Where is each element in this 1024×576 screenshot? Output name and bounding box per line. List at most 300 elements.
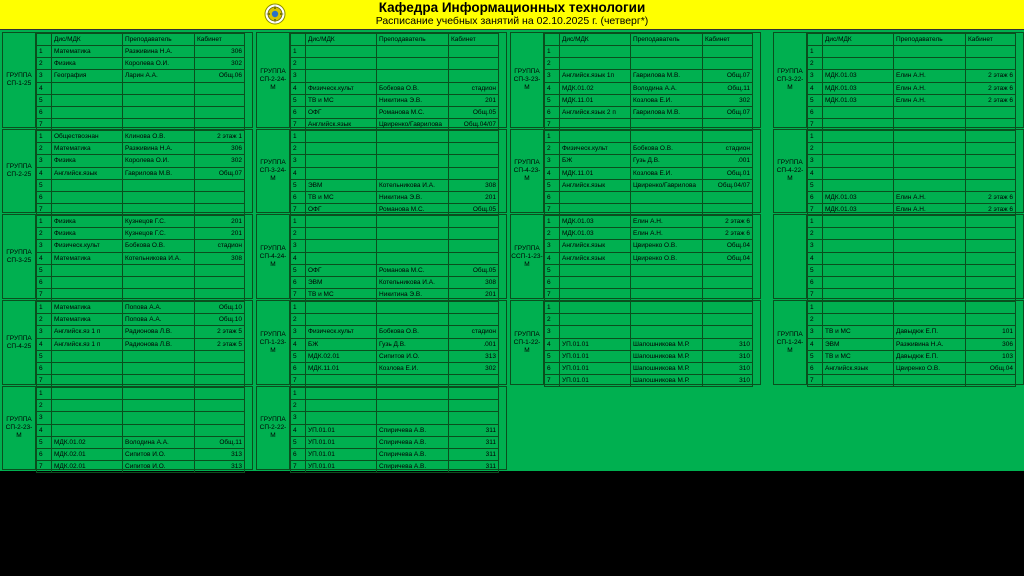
room-cell xyxy=(966,252,1016,264)
subject-cell xyxy=(306,400,377,412)
lesson-number: 1 xyxy=(291,388,306,400)
lesson-number: 6 xyxy=(291,191,306,203)
subject-cell: ЭВМ xyxy=(306,276,377,288)
lesson-number: 3 xyxy=(808,70,823,82)
room-cell: 302 xyxy=(195,58,245,70)
lesson-number: 5 xyxy=(808,264,823,276)
teacher-cell xyxy=(123,191,195,203)
teacher-cell: Елин А.Н. xyxy=(631,228,703,240)
teacher-cell: Разживина Н.А. xyxy=(894,338,966,350)
table-row xyxy=(291,375,499,387)
room-cell: 308 xyxy=(449,179,499,191)
schedule-table xyxy=(290,130,499,216)
teacher-cell: Шапошникова М.Р. xyxy=(631,375,703,387)
table-row xyxy=(808,70,1016,82)
schedule-table xyxy=(36,387,245,473)
table-row xyxy=(37,314,245,326)
teacher-cell xyxy=(123,350,195,362)
teacher-cell: Елин А.Н. xyxy=(894,191,966,203)
room-cell: 310 xyxy=(703,362,753,374)
teacher-cell xyxy=(377,46,449,58)
room-cell: 2 этаж 6 xyxy=(966,82,1016,94)
header-cell: Преподаватель xyxy=(123,34,195,46)
lesson-number: 6 xyxy=(808,362,823,374)
teacher-cell xyxy=(377,143,449,155)
lesson-number: 6 xyxy=(291,106,306,118)
lesson-number: 4 xyxy=(37,252,52,264)
subject-cell: Английск.язык xyxy=(52,167,123,179)
subject-cell xyxy=(52,350,123,362)
lesson-number: 5 xyxy=(545,94,560,106)
subject-cell: МДК.01.02 xyxy=(52,436,123,448)
subject-cell: Обществознан xyxy=(52,131,123,143)
group-block xyxy=(773,129,1024,213)
group-label: ГРУППА ССП-1-23-М xyxy=(511,215,544,298)
lesson-number: 6 xyxy=(291,448,306,460)
table-row xyxy=(808,289,1016,301)
room-cell: Общ.04 xyxy=(703,252,753,264)
table-row xyxy=(37,362,245,374)
group-block xyxy=(510,129,761,213)
room-cell: 302 xyxy=(195,155,245,167)
subject-cell: Физика xyxy=(52,155,123,167)
teacher-cell xyxy=(377,228,449,240)
table-row xyxy=(808,302,1016,314)
lesson-number: 4 xyxy=(808,167,823,179)
table-row xyxy=(545,179,753,191)
table-row xyxy=(37,143,245,155)
lesson-number: 6 xyxy=(37,106,52,118)
subject-cell: ТВ и МС xyxy=(823,350,894,362)
room-cell: Общ.04 xyxy=(703,240,753,252)
teacher-cell xyxy=(631,276,703,288)
subject-cell xyxy=(306,143,377,155)
room-cell xyxy=(195,350,245,362)
table-row xyxy=(545,82,753,94)
lesson-number: 1 xyxy=(545,302,560,314)
teacher-cell: Спиричева А.В. xyxy=(377,448,449,460)
table-row xyxy=(37,448,245,460)
subject-cell: Физика xyxy=(52,58,123,70)
room-cell xyxy=(966,46,1016,58)
group-block xyxy=(2,300,253,385)
room-cell: Общ.07 xyxy=(703,70,753,82)
room-cell xyxy=(449,412,499,424)
teacher-cell xyxy=(894,264,966,276)
subject-cell xyxy=(823,58,894,70)
room-cell: .001 xyxy=(703,155,753,167)
subject-cell xyxy=(52,375,123,387)
lesson-number: 3 xyxy=(37,70,52,82)
table-row xyxy=(545,375,753,387)
room-cell: 2 этаж 6 xyxy=(703,228,753,240)
subject-cell: БЖ xyxy=(560,155,631,167)
table-row xyxy=(545,338,753,350)
table-row xyxy=(808,46,1016,58)
teacher-cell xyxy=(894,375,966,387)
group-block xyxy=(256,300,507,385)
table-row xyxy=(37,228,245,240)
subject-cell xyxy=(823,252,894,264)
lesson-number: 3 xyxy=(291,240,306,252)
teacher-cell xyxy=(894,314,966,326)
table-row xyxy=(291,191,499,203)
lesson-number: 4 xyxy=(37,338,52,350)
lesson-number: 6 xyxy=(37,362,52,374)
room-cell xyxy=(966,276,1016,288)
table-row xyxy=(808,350,1016,362)
lesson-number: 2 xyxy=(545,143,560,155)
subject-cell xyxy=(52,362,123,374)
room-cell xyxy=(966,228,1016,240)
table-row xyxy=(808,82,1016,94)
subject-cell: УП.01.01 xyxy=(306,436,377,448)
lesson-number: 6 xyxy=(808,191,823,203)
teacher-cell: Котельникова И.А. xyxy=(377,276,449,288)
room-cell xyxy=(966,216,1016,228)
lesson-number: 2 xyxy=(291,314,306,326)
room-cell xyxy=(966,106,1016,118)
room-cell xyxy=(449,400,499,412)
table-row xyxy=(808,191,1016,203)
teacher-cell: Котельникова И.А. xyxy=(123,252,195,264)
teacher-cell: Бобкова О.В. xyxy=(123,240,195,252)
subject-cell: МДК.02.01 xyxy=(52,461,123,473)
room-cell: Общ.05 xyxy=(449,204,499,216)
table-row xyxy=(37,240,245,252)
subject-cell: Английск.язык 2 п xyxy=(560,106,631,118)
group-block xyxy=(773,214,1024,299)
subject-cell xyxy=(823,131,894,143)
subject-cell xyxy=(306,252,377,264)
subject-cell xyxy=(306,302,377,314)
subject-cell: ЭВМ xyxy=(306,179,377,191)
room-cell xyxy=(449,143,499,155)
header-cell: Дис/МДК xyxy=(560,34,631,46)
teacher-cell xyxy=(894,252,966,264)
teacher-cell: Цвиренко О.В. xyxy=(631,240,703,252)
lesson-number: 1 xyxy=(291,46,306,58)
subject-cell: Физическ.культ xyxy=(560,143,631,155)
subject-cell: Математика xyxy=(52,143,123,155)
table-row xyxy=(808,167,1016,179)
table-row xyxy=(545,94,753,106)
subject-cell xyxy=(560,264,631,276)
subject-cell: ТВ и МС xyxy=(306,191,377,203)
group-label: ГРУППА СП-3-25 xyxy=(3,215,36,298)
teacher-cell xyxy=(894,216,966,228)
room-cell xyxy=(966,289,1016,301)
table-row xyxy=(291,264,499,276)
lesson-number: 5 xyxy=(291,94,306,106)
room-cell: 310 xyxy=(703,338,753,350)
room-cell: 2 этаж 5 xyxy=(195,338,245,350)
teacher-cell xyxy=(377,375,449,387)
room-cell xyxy=(966,143,1016,155)
subject-cell: МДК.01.03 xyxy=(823,94,894,106)
lesson-number: 1 xyxy=(545,131,560,143)
lesson-number: 5 xyxy=(37,94,52,106)
table-row xyxy=(37,106,245,118)
teacher-cell: Шапошникова М.Р. xyxy=(631,338,703,350)
header-cell: Дис/МДК xyxy=(52,34,123,46)
room-cell xyxy=(449,388,499,400)
room-cell: 308 xyxy=(195,252,245,264)
subject-cell: Физическ.культ xyxy=(306,326,377,338)
group-block xyxy=(773,32,1024,128)
lesson-number: 5 xyxy=(291,350,306,362)
teacher-cell: Елин А.Н. xyxy=(894,82,966,94)
subject-cell: МДК.01.03 xyxy=(560,228,631,240)
teacher-cell: Никитина Э.В. xyxy=(377,94,449,106)
teacher-cell xyxy=(631,326,703,338)
teacher-cell: Котельникова И.А. xyxy=(377,179,449,191)
teacher-cell: Кузнецов Г.С. xyxy=(123,228,195,240)
lesson-number: 4 xyxy=(808,338,823,350)
table-header-row xyxy=(545,34,753,46)
table-row xyxy=(808,58,1016,70)
table-row xyxy=(808,155,1016,167)
room-cell xyxy=(703,58,753,70)
table-row xyxy=(808,94,1016,106)
group-label: ГРУППА СП-2-23-М xyxy=(3,387,36,469)
table-row xyxy=(37,461,245,473)
room-cell xyxy=(449,228,499,240)
group-block xyxy=(2,32,253,128)
lesson-number: 7 xyxy=(545,204,560,216)
subject-cell xyxy=(823,264,894,276)
teacher-cell: Королева О.И. xyxy=(123,58,195,70)
subject-cell: МДК.02.01 xyxy=(306,350,377,362)
room-cell: 313 xyxy=(195,461,245,473)
room-cell: 201 xyxy=(449,94,499,106)
teacher-cell xyxy=(377,216,449,228)
table-row xyxy=(545,289,753,301)
lesson-number: 4 xyxy=(545,167,560,179)
lesson-number: 2 xyxy=(291,58,306,70)
teacher-cell: Романова М.С. xyxy=(377,204,449,216)
teacher-cell: Кузнецов Г.С. xyxy=(123,216,195,228)
subject-cell xyxy=(306,216,377,228)
subject-cell xyxy=(823,302,894,314)
room-cell: 101 xyxy=(966,326,1016,338)
subject-cell xyxy=(52,424,123,436)
subject-cell: Математика xyxy=(52,252,123,264)
lesson-number: 4 xyxy=(808,252,823,264)
room-cell: 2 этаж 1 xyxy=(195,131,245,143)
table-row xyxy=(37,400,245,412)
teacher-cell xyxy=(631,264,703,276)
lesson-number: 6 xyxy=(545,362,560,374)
subject-cell xyxy=(823,240,894,252)
teacher-cell: Попова А.А. xyxy=(123,314,195,326)
teacher-cell xyxy=(377,131,449,143)
table-row xyxy=(291,362,499,374)
room-cell: 2 этаж 5 xyxy=(195,326,245,338)
lesson-number: 3 xyxy=(545,155,560,167)
schedule-table xyxy=(36,215,245,301)
lesson-number: 7 xyxy=(291,289,306,301)
room-cell xyxy=(703,131,753,143)
teacher-cell: Никитина Э.В. xyxy=(377,191,449,203)
lesson-number: 1 xyxy=(37,131,52,143)
room-cell: Общ.01 xyxy=(703,167,753,179)
teacher-cell xyxy=(631,302,703,314)
subject-cell xyxy=(823,289,894,301)
teacher-cell: Ларин А.А. xyxy=(123,70,195,82)
teacher-cell xyxy=(377,70,449,82)
table-row xyxy=(545,131,753,143)
table-row xyxy=(37,412,245,424)
header-cell: Дис/МДК xyxy=(823,34,894,46)
teacher-cell: Бобкова О.В. xyxy=(377,82,449,94)
table-row xyxy=(808,375,1016,387)
schedule-table xyxy=(544,130,753,216)
teacher-cell: Цвиренко О.В. xyxy=(894,362,966,374)
page-header xyxy=(0,0,1024,30)
table-row xyxy=(291,155,499,167)
table-row xyxy=(37,191,245,203)
subject-cell: ОФГ xyxy=(306,106,377,118)
room-cell xyxy=(449,155,499,167)
table-row xyxy=(808,143,1016,155)
teacher-cell: Шапошникова М.Р. xyxy=(631,350,703,362)
table-header-row xyxy=(291,34,499,46)
subject-cell xyxy=(823,375,894,387)
lesson-number: 2 xyxy=(545,228,560,240)
teacher-cell: Радионова Л.В. xyxy=(123,338,195,350)
room-cell: 201 xyxy=(195,216,245,228)
lesson-number: 5 xyxy=(37,264,52,276)
subject-cell xyxy=(52,179,123,191)
teacher-cell: Никитина Э.В. xyxy=(377,289,449,301)
table-row xyxy=(808,131,1016,143)
table-row xyxy=(291,179,499,191)
room-cell: 2 этаж 6 xyxy=(966,94,1016,106)
teacher-cell: Бобкова О.В. xyxy=(631,143,703,155)
subject-cell xyxy=(306,314,377,326)
room-cell: Общ.07 xyxy=(703,106,753,118)
subject-cell xyxy=(52,289,123,301)
group-label: ГРУППА СП-4-25 xyxy=(3,301,36,384)
teacher-cell: Разживина Н.А. xyxy=(123,46,195,58)
room-cell xyxy=(703,302,753,314)
lesson-number: 6 xyxy=(545,276,560,288)
teacher-cell: Гаврилова М.В. xyxy=(631,70,703,82)
room-cell: 201 xyxy=(449,289,499,301)
table-row xyxy=(291,461,499,473)
lesson-number: 4 xyxy=(37,424,52,436)
room-cell xyxy=(195,276,245,288)
group-label: ГРУППА СП-4-22-М xyxy=(774,130,807,212)
schedule-table xyxy=(290,33,499,131)
lesson-number: 6 xyxy=(545,191,560,203)
lesson-number: 7 xyxy=(37,375,52,387)
teacher-cell: Цвиренко О.В. xyxy=(631,252,703,264)
room-cell xyxy=(195,388,245,400)
table-row xyxy=(545,216,753,228)
lesson-number: 2 xyxy=(545,58,560,70)
room-cell xyxy=(195,191,245,203)
teacher-cell xyxy=(894,276,966,288)
lesson-number: 6 xyxy=(291,362,306,374)
lesson-number: 6 xyxy=(291,276,306,288)
subject-cell: Физика xyxy=(52,216,123,228)
room-cell: 306 xyxy=(195,46,245,58)
table-row xyxy=(808,362,1016,374)
room-cell: Общ.11 xyxy=(703,82,753,94)
teacher-cell: Козлова Е.И. xyxy=(631,94,703,106)
lesson-number: 7 xyxy=(808,375,823,387)
table-row xyxy=(37,350,245,362)
lesson-number: 7 xyxy=(808,204,823,216)
lesson-number: 7 xyxy=(545,119,560,131)
lesson-number: 2 xyxy=(291,400,306,412)
schedule-table xyxy=(290,387,499,473)
group-label: ГРУППА СП-1-25 xyxy=(3,33,36,127)
teacher-cell: Володина А.А. xyxy=(631,82,703,94)
group-block xyxy=(256,32,507,128)
table-row xyxy=(37,326,245,338)
lesson-number: 4 xyxy=(545,338,560,350)
table-row xyxy=(808,228,1016,240)
subject-cell: География xyxy=(52,70,123,82)
lesson-number: 4 xyxy=(291,167,306,179)
room-cell xyxy=(966,314,1016,326)
table-row xyxy=(37,70,245,82)
lesson-number: 2 xyxy=(545,314,560,326)
room-cell: Общ.10 xyxy=(195,314,245,326)
subject-cell: УП.01.01 xyxy=(560,362,631,374)
page-subtitle: Расписание учебных занятий на 02.10.2025 г. (четверг*) xyxy=(375,15,649,27)
subject-cell xyxy=(306,240,377,252)
schedule-table xyxy=(36,130,245,216)
group-block xyxy=(256,129,507,213)
room-cell xyxy=(449,58,499,70)
teacher-cell: Гаврилова М.В. xyxy=(631,106,703,118)
lesson-number: 7 xyxy=(37,461,52,473)
room-cell: 310 xyxy=(703,375,753,387)
lesson-number: 3 xyxy=(808,240,823,252)
teacher-cell xyxy=(377,58,449,70)
table-row xyxy=(808,240,1016,252)
teacher-cell: Разживина Н.А. xyxy=(123,143,195,155)
table-row xyxy=(37,94,245,106)
room-cell xyxy=(195,424,245,436)
table-row xyxy=(291,216,499,228)
subject-cell xyxy=(560,326,631,338)
table-row xyxy=(291,106,499,118)
teacher-cell: Бобкова О.В. xyxy=(377,326,449,338)
room-cell: Общ.04 xyxy=(966,362,1016,374)
room-cell: 302 xyxy=(449,362,499,374)
room-cell xyxy=(449,314,499,326)
teacher-cell: Шапошникова М.Р. xyxy=(631,362,703,374)
lesson-number: 6 xyxy=(808,276,823,288)
subject-cell xyxy=(823,46,894,58)
teacher-cell: Давыдюк Е.П. xyxy=(894,326,966,338)
lesson-number: 2 xyxy=(37,58,52,70)
lesson-number: 5 xyxy=(808,94,823,106)
table-row xyxy=(37,424,245,436)
room-cell xyxy=(449,46,499,58)
lesson-number: 1 xyxy=(37,216,52,228)
table-row xyxy=(291,388,499,400)
teacher-cell xyxy=(123,412,195,424)
subject-cell: МДК.01.03 xyxy=(823,191,894,203)
table-row xyxy=(291,314,499,326)
table-row xyxy=(37,289,245,301)
